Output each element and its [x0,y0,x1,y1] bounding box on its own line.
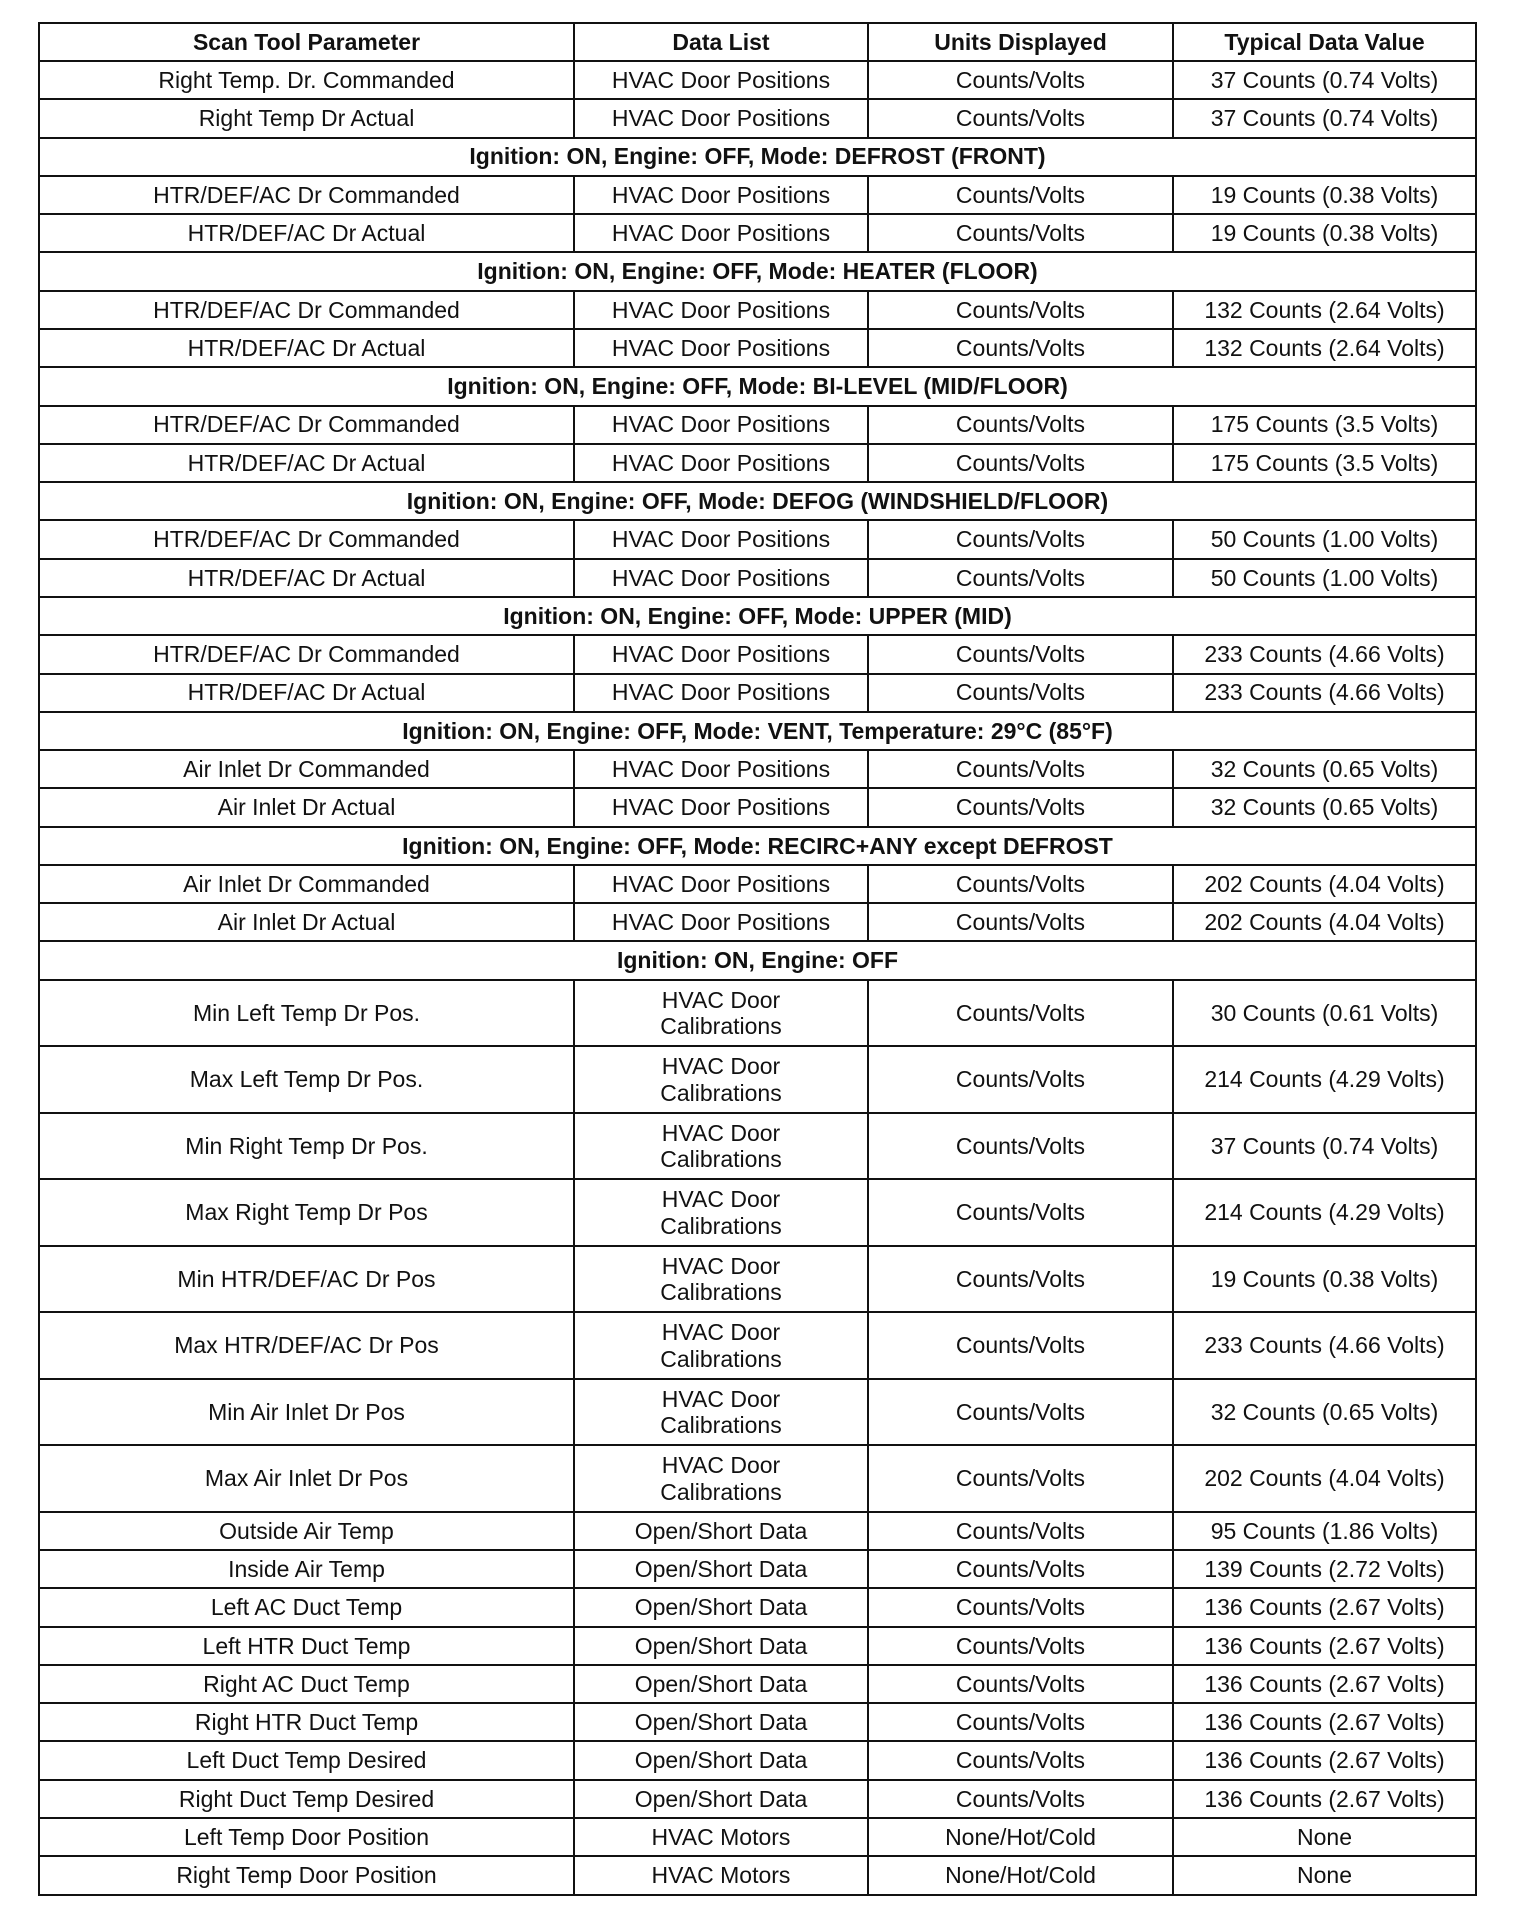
typical-value-cell: 32 Counts (0.65 Volts) [1173,750,1476,788]
units-cell: Counts/Volts [868,1113,1173,1180]
data-list-cell: HVAC Door Positions [574,99,868,137]
table-row [39,1445,1476,1512]
table-row [39,406,1476,444]
data-list-cell: HVAC Motors [574,1856,868,1895]
units-cell: Counts/Volts [868,750,1173,788]
data-list-cell: Open/Short Data [574,1703,868,1741]
units-cell: Counts/Volts [868,520,1173,558]
table-row [39,865,1476,903]
typical-value-cell: 50 Counts (1.00 Volts) [1173,520,1476,558]
typical-value-cell: 19 Counts (0.38 Volts) [1173,176,1476,214]
units-cell: Counts/Volts [868,1046,1173,1113]
section-condition-label: Ignition: ON, Engine: OFF, Mode: BI-LEVEL (MID/FLOOR) [39,367,1476,405]
typical-value-cell: 233 Counts (4.66 Volts) [1173,635,1476,673]
typical-value-cell: 136 Counts (2.67 Volts) [1173,1780,1476,1818]
section-condition-label: Ignition: ON, Engine: OFF, Mode: RECIRC+ANY except DEFROST [39,827,1476,865]
data-list-cell: HVAC Door Positions [574,61,868,99]
typical-value-cell: 136 Counts (2.67 Volts) [1173,1703,1476,1741]
table-row [39,750,1476,788]
parameter-cell: Left AC Duct Temp [39,1588,574,1626]
units-cell: Counts/Volts [868,1179,1173,1246]
header-units-displayed: Units Displayed [868,23,1173,61]
table-row [39,99,1476,137]
parameter-cell: Min Left Temp Dr Pos. [39,980,574,1047]
typical-value-cell: 132 Counts (2.64 Volts) [1173,329,1476,367]
section-condition-label: Ignition: ON, Engine: OFF, Mode: DEFOG (WINDSHIELD/FLOOR) [39,482,1476,520]
data-list-cell: HVAC Motors [574,1818,868,1856]
units-cell: Counts/Volts [868,1665,1173,1703]
table-row [39,1588,1476,1626]
parameter-cell: HTR/DEF/AC Dr Commanded [39,406,574,444]
typical-value-cell: 136 Counts (2.67 Volts) [1173,1627,1476,1665]
parameter-cell: Right Temp Dr Actual [39,99,574,137]
units-cell: Counts/Volts [868,1741,1173,1779]
units-cell: Counts/Volts [868,635,1173,673]
parameter-cell: Inside Air Temp [39,1550,574,1588]
typical-value-cell: 32 Counts (0.65 Volts) [1173,788,1476,826]
data-list-cell: Open/Short Data [574,1627,868,1665]
data-list-cell: HVAC Door Positions [574,674,868,712]
parameter-cell: HTR/DEF/AC Dr Commanded [39,520,574,558]
units-cell: Counts/Volts [868,1512,1173,1550]
typical-value-cell: 175 Counts (3.5 Volts) [1173,406,1476,444]
table-row [39,520,1476,558]
table-row [39,444,1476,482]
units-cell: Counts/Volts [868,1379,1173,1446]
units-cell: Counts/Volts [868,1246,1173,1313]
parameter-cell: Max HTR/DEF/AC Dr Pos [39,1312,574,1379]
parameter-cell: Right Temp Door Position [39,1856,574,1895]
table-row [39,1246,1476,1313]
units-cell: Counts/Volts [868,788,1173,826]
header-data-list: Data List [574,23,868,61]
typical-value-cell: 50 Counts (1.00 Volts) [1173,559,1476,597]
section-header-row [39,252,1476,290]
data-list-cell: HVAC Door Calibrations [574,1046,868,1113]
parameter-cell: Right HTR Duct Temp [39,1703,574,1741]
units-cell: Counts/Volts [868,176,1173,214]
scan-tool-data-table [38,22,1477,1896]
units-cell: Counts/Volts [868,444,1173,482]
table-row [39,1627,1476,1665]
table-row [39,214,1476,252]
data-list-cell: HVAC Door Calibrations [574,1312,868,1379]
parameter-cell: Min Right Temp Dr Pos. [39,1113,574,1180]
section-header-row [39,138,1476,176]
units-cell: Counts/Volts [868,1627,1173,1665]
parameter-cell: HTR/DEF/AC Dr Actual [39,329,574,367]
section-header-row [39,941,1476,979]
typical-value-cell: 233 Counts (4.66 Volts) [1173,674,1476,712]
units-cell: Counts/Volts [868,1588,1173,1626]
parameter-cell: Min HTR/DEF/AC Dr Pos [39,1246,574,1313]
data-list-cell: Open/Short Data [574,1665,868,1703]
table-row [39,1379,1476,1446]
typical-value-cell: 19 Counts (0.38 Volts) [1173,214,1476,252]
typical-value-cell: 132 Counts (2.64 Volts) [1173,291,1476,329]
units-cell: Counts/Volts [868,214,1173,252]
units-cell: Counts/Volts [868,99,1173,137]
table-row [39,1512,1476,1550]
table-row [39,176,1476,214]
typical-value-cell: 37 Counts (0.74 Volts) [1173,61,1476,99]
typical-value-cell: 202 Counts (4.04 Volts) [1173,865,1476,903]
typical-value-cell: 233 Counts (4.66 Volts) [1173,1312,1476,1379]
parameter-cell: Min Air Inlet Dr Pos [39,1379,574,1446]
data-list-cell: HVAC Door Positions [574,520,868,558]
typical-value-cell: 95 Counts (1.86 Volts) [1173,1512,1476,1550]
data-list-cell: HVAC Door Positions [574,788,868,826]
table-row [39,1550,1476,1588]
parameter-cell: Outside Air Temp [39,1512,574,1550]
units-cell: Counts/Volts [868,291,1173,329]
data-list-cell: Open/Short Data [574,1550,868,1588]
units-cell: Counts/Volts [868,559,1173,597]
data-list-cell: HVAC Door Positions [574,750,868,788]
table-row [39,329,1476,367]
table-row [39,1046,1476,1113]
section-condition-label: Ignition: ON, Engine: OFF, Mode: HEATER (FLOOR) [39,252,1476,290]
table-row [39,1179,1476,1246]
table-row [39,980,1476,1047]
parameter-cell: Max Air Inlet Dr Pos [39,1445,574,1512]
units-cell: Counts/Volts [868,865,1173,903]
parameter-cell: Left Duct Temp Desired [39,1741,574,1779]
typical-value-cell: None [1173,1856,1476,1895]
table-row [39,788,1476,826]
parameter-cell: Max Left Temp Dr Pos. [39,1046,574,1113]
section-header-row [39,597,1476,635]
parameter-cell: Right Duct Temp Desired [39,1780,574,1818]
typical-value-cell: 202 Counts (4.04 Volts) [1173,1445,1476,1512]
units-cell: Counts/Volts [868,1445,1173,1512]
units-cell: Counts/Volts [868,406,1173,444]
units-cell: Counts/Volts [868,1780,1173,1818]
table-row [39,1741,1476,1779]
units-cell: Counts/Volts [868,1312,1173,1379]
typical-value-cell: 214 Counts (4.29 Volts) [1173,1179,1476,1246]
units-cell: Counts/Volts [868,903,1173,941]
data-list-cell: HVAC Door Calibrations [574,1113,868,1180]
units-cell: Counts/Volts [868,1703,1173,1741]
data-list-cell: HVAC Door Calibrations [574,1445,868,1512]
units-cell: Counts/Volts [868,1550,1173,1588]
data-list-cell: HVAC Door Calibrations [574,1379,868,1446]
parameter-cell: HTR/DEF/AC Dr Commanded [39,291,574,329]
parameter-cell: HTR/DEF/AC Dr Actual [39,214,574,252]
table-row [39,1703,1476,1741]
parameter-cell: HTR/DEF/AC Dr Commanded [39,635,574,673]
data-list-cell: HVAC Door Calibrations [574,980,868,1047]
typical-value-cell: 30 Counts (0.61 Volts) [1173,980,1476,1047]
data-list-cell: HVAC Door Positions [574,291,868,329]
header-scan-tool-parameter: Scan Tool Parameter [39,23,574,61]
data-list-cell: HVAC Door Positions [574,406,868,444]
typical-value-cell: 37 Counts (0.74 Volts) [1173,99,1476,137]
table-row [39,903,1476,941]
typical-value-cell: 139 Counts (2.72 Volts) [1173,1550,1476,1588]
table-row [39,291,1476,329]
data-list-cell: Open/Short Data [574,1741,868,1779]
section-condition-label: Ignition: ON, Engine: OFF [39,941,1476,979]
table-row [39,635,1476,673]
parameter-cell: Air Inlet Dr Actual [39,903,574,941]
table-row [39,61,1476,99]
section-condition-label: Ignition: ON, Engine: OFF, Mode: DEFROST (FRONT) [39,138,1476,176]
parameter-cell: Max Right Temp Dr Pos [39,1179,574,1246]
parameter-cell: Air Inlet Dr Commanded [39,865,574,903]
units-cell: Counts/Volts [868,329,1173,367]
typical-value-cell: 19 Counts (0.38 Volts) [1173,1246,1476,1313]
data-list-cell: HVAC Door Positions [574,214,868,252]
typical-value-cell: 175 Counts (3.5 Volts) [1173,444,1476,482]
units-cell: Counts/Volts [868,61,1173,99]
typical-value-cell: 136 Counts (2.67 Volts) [1173,1741,1476,1779]
table-row [39,1818,1476,1856]
parameter-cell: Left HTR Duct Temp [39,1627,574,1665]
units-cell: Counts/Volts [868,674,1173,712]
section-header-row [39,482,1476,520]
parameter-cell: HTR/DEF/AC Dr Actual [39,444,574,482]
parameter-cell: HTR/DEF/AC Dr Actual [39,559,574,597]
typical-value-cell: 32 Counts (0.65 Volts) [1173,1379,1476,1446]
data-list-cell: HVAC Door Positions [574,865,868,903]
table-body [39,61,1476,1895]
data-list-cell: HVAC Door Calibrations [574,1179,868,1246]
header-row [39,23,1476,61]
data-list-cell: HVAC Door Positions [574,635,868,673]
data-list-cell: Open/Short Data [574,1512,868,1550]
table-row [39,1780,1476,1818]
parameter-cell: Right Temp. Dr. Commanded [39,61,574,99]
data-list-cell: Open/Short Data [574,1780,868,1818]
parameter-cell: HTR/DEF/AC Dr Commanded [39,176,574,214]
table-row [39,674,1476,712]
section-condition-label: Ignition: ON, Engine: OFF, Mode: UPPER (MID) [39,597,1476,635]
data-list-cell: HVAC Door Positions [574,559,868,597]
typical-value-cell: 136 Counts (2.67 Volts) [1173,1665,1476,1703]
typical-value-cell: 136 Counts (2.67 Volts) [1173,1588,1476,1626]
data-list-cell: HVAC Door Calibrations [574,1246,868,1313]
data-list-cell: HVAC Door Positions [574,176,868,214]
table-row [39,1856,1476,1895]
typical-value-cell: 214 Counts (4.29 Volts) [1173,1046,1476,1113]
section-header-row [39,367,1476,405]
parameter-cell: Right AC Duct Temp [39,1665,574,1703]
table-row [39,1113,1476,1180]
data-list-cell: HVAC Door Positions [574,444,868,482]
table-row [39,1665,1476,1703]
units-cell: None/Hot/Cold [868,1856,1173,1895]
table-row [39,559,1476,597]
section-header-row [39,712,1476,750]
section-condition-label: Ignition: ON, Engine: OFF, Mode: VENT, Temperature: 29°C (85°F) [39,712,1476,750]
parameter-cell: Left Temp Door Position [39,1818,574,1856]
data-list-cell: HVAC Door Positions [574,903,868,941]
table-row [39,1312,1476,1379]
parameter-cell: Air Inlet Dr Commanded [39,750,574,788]
header-typical-data-value: Typical Data Value [1173,23,1476,61]
data-list-cell: HVAC Door Positions [574,329,868,367]
typical-value-cell: 202 Counts (4.04 Volts) [1173,903,1476,941]
typical-value-cell: 37 Counts (0.74 Volts) [1173,1113,1476,1180]
units-cell: Counts/Volts [868,980,1173,1047]
units-cell: None/Hot/Cold [868,1818,1173,1856]
typical-value-cell: None [1173,1818,1476,1856]
parameter-cell: Air Inlet Dr Actual [39,788,574,826]
data-list-cell: Open/Short Data [574,1588,868,1626]
section-header-row [39,827,1476,865]
parameter-cell: HTR/DEF/AC Dr Actual [39,674,574,712]
